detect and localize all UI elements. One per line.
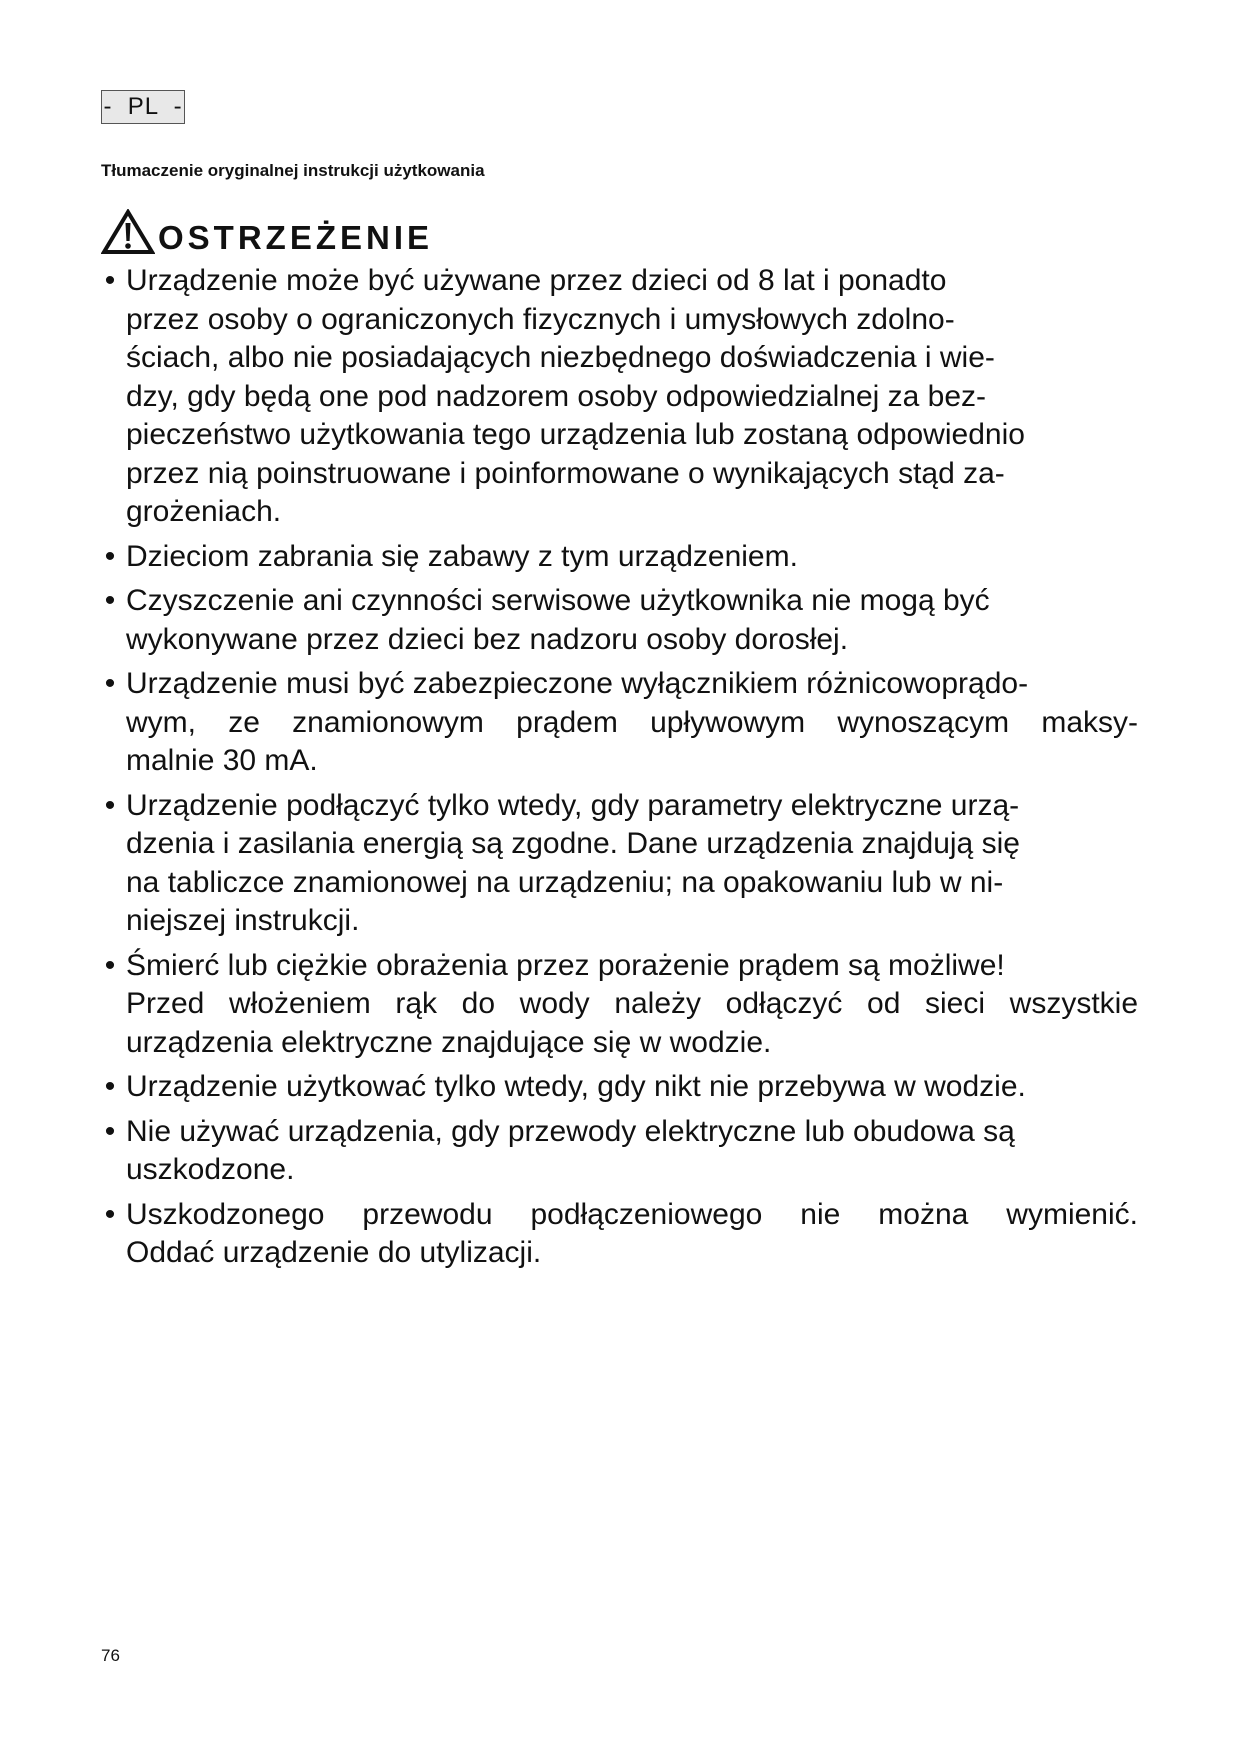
warning-list: [98, 262, 1138, 1279]
warning-item-connection: [98, 787, 1138, 941]
bullet-icon: •: [104, 1197, 116, 1231]
text-line: urządzenia elektryczne znajdujące się w wodzie.: [126, 1025, 772, 1059]
text-line: Urządzenie użytkować tylko wtedy, gdy nikt nie przebywa w wodzie.: [126, 1070, 1026, 1103]
text-line: Uszkodzonego przewodu podłączeniowego nie można wymienić.: [126, 1197, 1138, 1231]
bullet-icon: •: [104, 1114, 116, 1148]
bullet-icon: •: [104, 264, 116, 297]
warning-item-rcd: [98, 665, 1138, 781]
warning-item-no-play: [98, 538, 1138, 577]
text-line: Urządzenie musi być zabezpieczone wyłącznikiem różnicowoprądo-: [126, 667, 1029, 700]
text-line: wykonywane przez dzieci bez nadzoru osoby dorosłej.: [126, 622, 849, 656]
text-line: przez nią poinstruowane i poinformowane o wynikających stąd za-: [126, 456, 1005, 490]
bullet-icon: •: [104, 667, 116, 700]
document-subtitle: Tłumaczenie oryginalnej instrukcji użytkowania: [101, 161, 485, 180]
text-line: grożeniach.: [126, 495, 282, 528]
text-line: Dzieciom zabrania się zabawy z tym urządzeniem.: [126, 539, 798, 573]
text-line: pieczeństwo użytkowania tego urządzenia lub zostaną odpowiednio: [126, 418, 1025, 451]
text-line: dzenia i zasilania energią są zgodne. Dane urządzenia znajdują się: [126, 827, 1020, 860]
bullet-icon: •: [104, 788, 116, 822]
warning-item-cleaning: [98, 582, 1138, 659]
bullet-icon: •: [104, 584, 116, 617]
text-line: Czyszczenie ani czynności serwisowe użytkownika nie mogą być: [126, 584, 990, 617]
text-line: Urządzenie podłączyć tylko wtedy, gdy parametry elektryczne urzą-: [126, 788, 1020, 822]
bullet-icon: •: [104, 1070, 116, 1103]
text-line: ściach, albo nie posiadających niezbędnego doświadczenia i wie-: [126, 341, 995, 374]
text-line: uszkodzone.: [126, 1153, 295, 1186]
warning-item-children: [98, 262, 1138, 532]
bullet-icon: •: [104, 948, 116, 982]
text-line: na tabliczce znamionowej na urządzeniu; na opakowaniu lub w ni-: [126, 865, 1004, 899]
text-line: dzy, gdy będą one pod nadzorem osoby odpowiedzialnej za bez-: [126, 379, 987, 413]
warning-item-damaged-cables: [98, 1113, 1138, 1190]
text-line: malnie 30 mA.: [126, 744, 318, 777]
warning-item-disposal: [98, 1196, 1138, 1273]
text-line: Śmierć lub ciężkie obrażenia przez porażenie prądem są możliwe!: [126, 948, 1005, 982]
text-line: niejszej instrukcji.: [126, 904, 360, 937]
warning-header: [101, 207, 433, 257]
text-line: Oddać urządzenie do utylizacji.: [126, 1236, 542, 1269]
warning-item-electric-shock: [98, 947, 1138, 1063]
text-line: Urządzenie może być używane przez dzieci od 8 lat i ponadto: [126, 264, 947, 297]
page-number: 76: [101, 1646, 120, 1665]
warning-item-no-one-in-water: [98, 1068, 1138, 1107]
text-line: wym, ze znamionowym prądem upływowym wynoszącym maksy-: [126, 705, 1138, 739]
text-line: przez osoby o ograniczonych fizycznych i umysłowych zdolno-: [126, 302, 955, 336]
language-badge: - PL -: [101, 90, 185, 124]
text-line: Przed włożeniem rąk do wody należy odłączyć od sieci wszystkie: [126, 987, 1138, 1020]
bullet-icon: •: [104, 539, 116, 573]
warning-triangle-icon: [101, 209, 155, 255]
text-line: Nie używać urządzenia, gdy przewody elektryczne lub obudowa są: [126, 1114, 1015, 1148]
warning-title: OSTRZEŻENIE: [158, 219, 434, 256]
